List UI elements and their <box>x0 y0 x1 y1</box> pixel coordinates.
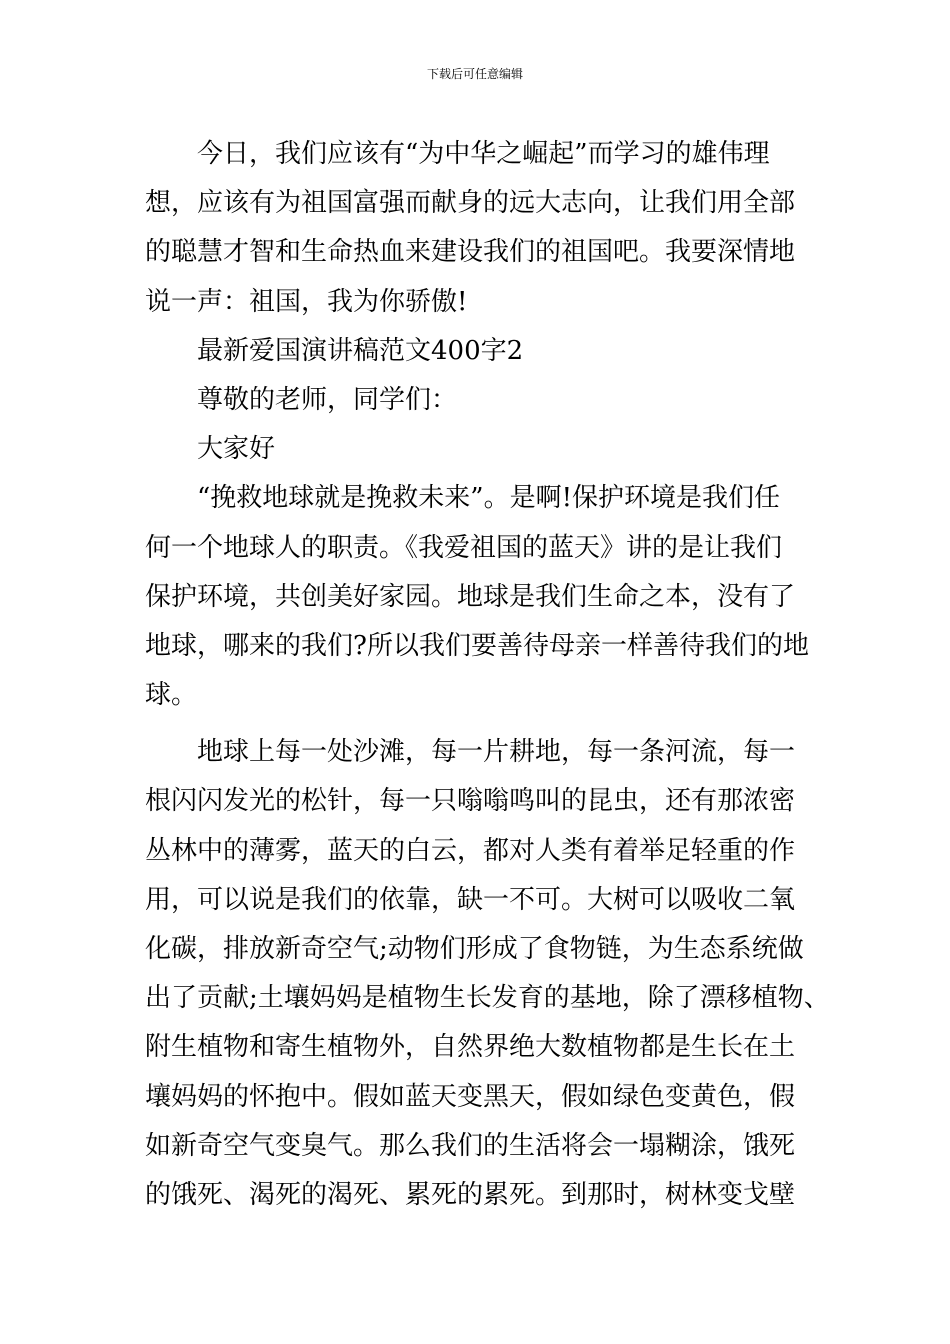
document-body <box>145 130 830 1220</box>
paragraph-line: 附生植物和寄生植物外，自然界绝大数植物都是生长在土 <box>145 1032 796 1063</box>
paragraph-line: 化碳，排放新奇空气;动物们形成了食物链，为生态系统做 <box>145 934 804 964</box>
paragraph-line: 保护环境，共创美好家园。地球是我们生命之本，没有了 <box>145 581 796 612</box>
paragraph-line: 的饿死、渴死的渴死、累死的累死。到那时，树林变戈壁 <box>145 1179 796 1210</box>
salutation: 尊敬的老师，同学们： <box>197 384 458 415</box>
paragraph-line: 地球，哪来的我们?所以我们要善待母亲一样善待我们的地 <box>145 630 809 661</box>
paragraph-line: 球。 <box>145 680 198 711</box>
paragraph-line: 何一个地球人的职责。《我爱祖国的蓝天》讲的是让我们 <box>145 532 783 563</box>
paragraph-line: 今日，我们应该有“为中华之崛起”而学习的雄伟理 <box>197 139 770 169</box>
paragraph-line: 根闪闪发光的松针，每一只嗡嗡鸣叫的昆虫，还有那浓密 <box>145 786 796 817</box>
paragraph-line: 如新奇空气变臭气。那么我们的生活将会一塌糊涂，饿死 <box>145 1130 796 1161</box>
greeting: 大家好 <box>197 434 276 465</box>
paragraph-line: “挽救地球就是挽救未来”。是啊!保护环境是我们任 <box>197 483 781 514</box>
section-title: 最新爱国演讲稿范文400字2 <box>197 335 524 366</box>
paragraph-line: 的聪慧才智和生命热血来建设我们的祖国吧。我要深情地 <box>145 237 796 268</box>
page-header: 下载后可任意编辑 <box>426 67 523 81</box>
paragraph-line: 出了贡献;土壤妈妈是植物生长发育的基地，除了漂移植物、 <box>145 983 830 1014</box>
paragraph-line: 用，可以说是我们的依靠，缺一不可。大树可以吸收二氧 <box>145 884 796 915</box>
paragraph-line: 丛林中的薄雾，蓝天的白云，都对人类有着举足轻重的作 <box>145 835 796 866</box>
paragraph-line: 想，应该有为祖国富强而献身的远大志向，让我们用全部 <box>145 188 796 219</box>
paragraph-line: 说一声：祖国，我为你骄傲! <box>145 286 468 317</box>
paragraph-line: 壤妈妈的怀抱中。假如蓝天变黑天，假如绿色变黄色，假 <box>145 1081 796 1112</box>
paragraph-line: 地球上每一处沙滩，每一片耕地，每一条河流，每一 <box>197 737 796 768</box>
